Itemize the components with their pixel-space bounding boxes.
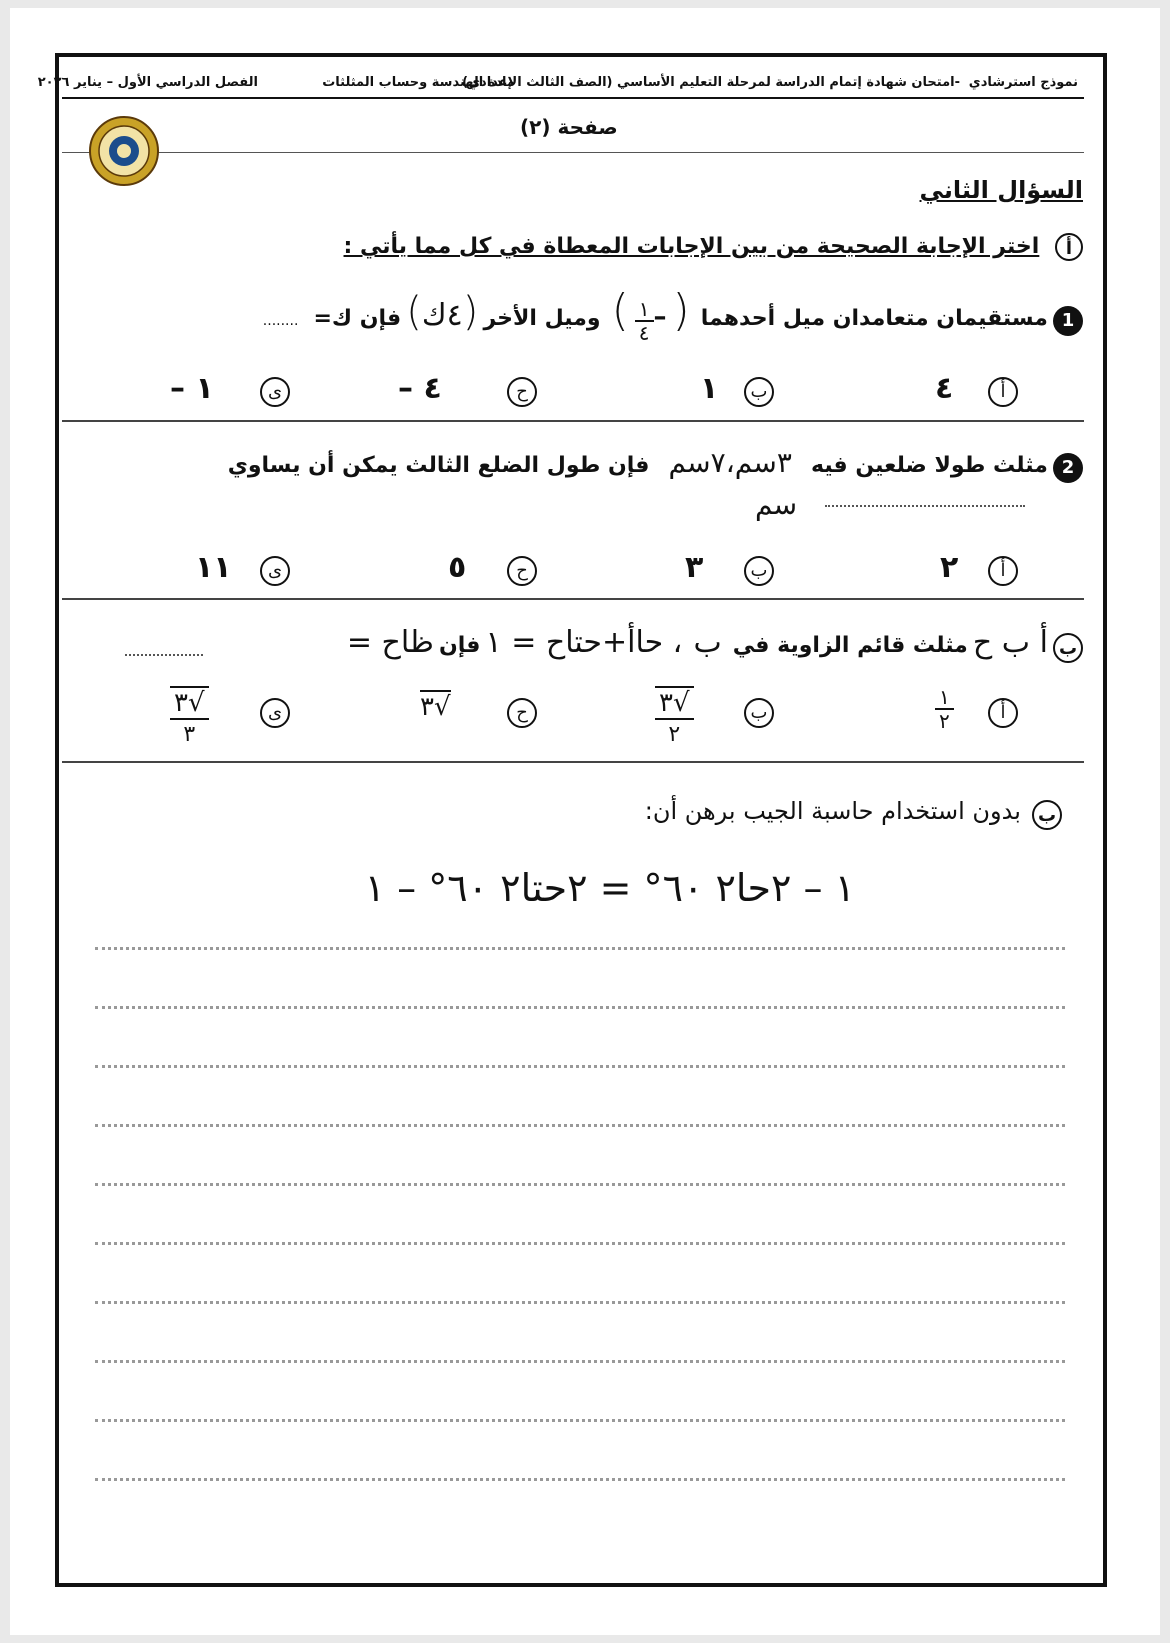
part-b-label: ب: [1032, 800, 1062, 830]
q3-text-a: مثلث قائم الزاوية في: [732, 633, 968, 658]
header-rule: [62, 97, 1084, 99]
q1-number: 1: [1053, 306, 1083, 336]
page-number: صفحة (٢): [520, 115, 618, 139]
answer-line[interactable]: [95, 1006, 1065, 1009]
q2-option-b-letter[interactable]: ب: [744, 556, 774, 586]
page-rule: [62, 152, 1084, 153]
q3-vertex: ب: [693, 625, 722, 660]
q2-sides: ٣سم،٧سم: [668, 446, 792, 479]
part-b-text: بدون استخدام حاسبة الجيب برهن أن:: [644, 797, 1021, 825]
q1-minus: –: [653, 302, 667, 332]
q2-answer-blank[interactable]: [825, 505, 1025, 507]
q3-option-d-value: ٣√ ٣: [170, 686, 209, 750]
q3-option-a-value: ١ ٢: [935, 686, 954, 732]
q1-text-a: مستقيمان متعامدان ميل أحدهما: [700, 306, 1048, 331]
answer-line[interactable]: [95, 1419, 1065, 1422]
q1-option-b-value: ١: [700, 371, 719, 406]
q2-unit: سم: [755, 488, 798, 521]
q3-tan: ظاح =: [346, 625, 434, 660]
answer-line[interactable]: [95, 1242, 1065, 1245]
q1-option-a-letter[interactable]: أ: [988, 377, 1018, 407]
q1-option-d-letter[interactable]: ى: [260, 377, 290, 407]
q2-text-a: مثلث طولا ضلعين فيه: [810, 453, 1048, 478]
proof-equation: ١ – ٢حا٢ ٦٠° = ٢حتا٢ ٦٠° – ١: [364, 866, 855, 910]
q3-option-c-value: ٣√: [420, 692, 451, 722]
answer-line[interactable]: [95, 1478, 1065, 1481]
q1-slope-fraction: $\frac{١}{٤}$: [635, 298, 654, 344]
q2-row: [228, 446, 1083, 483]
q1-text-c: فإن ك=: [313, 306, 402, 331]
q3-answer-blank[interactable]: [125, 654, 203, 656]
answer-line[interactable]: [95, 1360, 1065, 1363]
separator-1: [62, 420, 1084, 422]
q3-option-b-letter[interactable]: ب: [744, 698, 774, 728]
answer-line[interactable]: [95, 1183, 1065, 1186]
q3-option-d-letter[interactable]: ى: [260, 698, 290, 728]
q1-option-b-letter[interactable]: ب: [744, 377, 774, 407]
q2-number: 2: [1053, 453, 1083, 483]
header-exam: -امتحان شهادة إتمام الدراسة لمرحلة التعليم الأساسي (الصف الثالث الإعدادي): [462, 75, 960, 90]
header-subject: مادة الهندسة وحساب المثلثات: [322, 75, 515, 90]
instruction-row: [344, 233, 1083, 261]
q1-text-b: وميل الأخر: [483, 306, 601, 331]
q2-text-b: فإن طول الضلع الثالث يمكن أن يساوي: [227, 453, 650, 478]
q2-option-a-letter[interactable]: أ: [988, 556, 1018, 586]
q3-row: [347, 625, 1083, 663]
q2-option-a-value: ٢: [940, 550, 959, 585]
q3-option-c-letter[interactable]: ح: [507, 698, 537, 728]
part-b-row: [645, 797, 1062, 830]
answer-line[interactable]: [95, 1124, 1065, 1127]
separator-2: [62, 598, 1084, 600]
q3-option-a-letter[interactable]: أ: [988, 698, 1018, 728]
q2-option-b-value: ٣: [685, 550, 704, 585]
q3-text-b: فإن: [438, 633, 481, 658]
part-a-badge: أ: [1055, 233, 1083, 261]
q3-triangle: أ ب ح: [972, 625, 1048, 660]
q3-option-b-value: ٣√ ٢: [655, 686, 694, 750]
q1-row: 1 مستقيمان متعامدان ميل أحدهما (– $\frac{١}{٤}$ ) وميل الأخر (٤ك) فإن ك= ........: [263, 285, 1083, 344]
header-term: الفصل الدراسي الأول – يناير ٢٠٢٦: [37, 75, 258, 90]
q2-option-c-letter[interactable]: ح: [507, 556, 537, 586]
answer-line[interactable]: [95, 1301, 1065, 1304]
q3-label: ب: [1053, 633, 1083, 663]
separator-3: [62, 761, 1084, 763]
answer-line[interactable]: [95, 947, 1065, 950]
instruction-text: اختر الإجابة الصحيحة من بين الإجابات المعطاة في كل مما يأتي :: [343, 234, 1040, 259]
q1-slope2: ٤ك: [421, 298, 463, 333]
answer-line[interactable]: [95, 1065, 1065, 1068]
question-title: السؤال الثاني: [919, 176, 1083, 204]
q1-option-d-value: – ١: [170, 371, 214, 406]
q2-option-d-letter[interactable]: ى: [260, 556, 290, 586]
header-model: نموذج استرشادي: [968, 75, 1078, 90]
q2-option-d-value: ١١: [195, 550, 232, 585]
q1-option-c-value: – ٤: [398, 371, 442, 406]
q2-option-c-value: ٥: [448, 550, 467, 585]
q1-option-c-letter[interactable]: ح: [507, 377, 537, 407]
governorate-logo-icon: [88, 115, 160, 187]
q1-answer-blank: ........: [262, 313, 299, 329]
q1-option-a-value: ٤: [935, 371, 954, 406]
q3-expression: ، حاأ+حتاح = ١: [485, 625, 683, 660]
